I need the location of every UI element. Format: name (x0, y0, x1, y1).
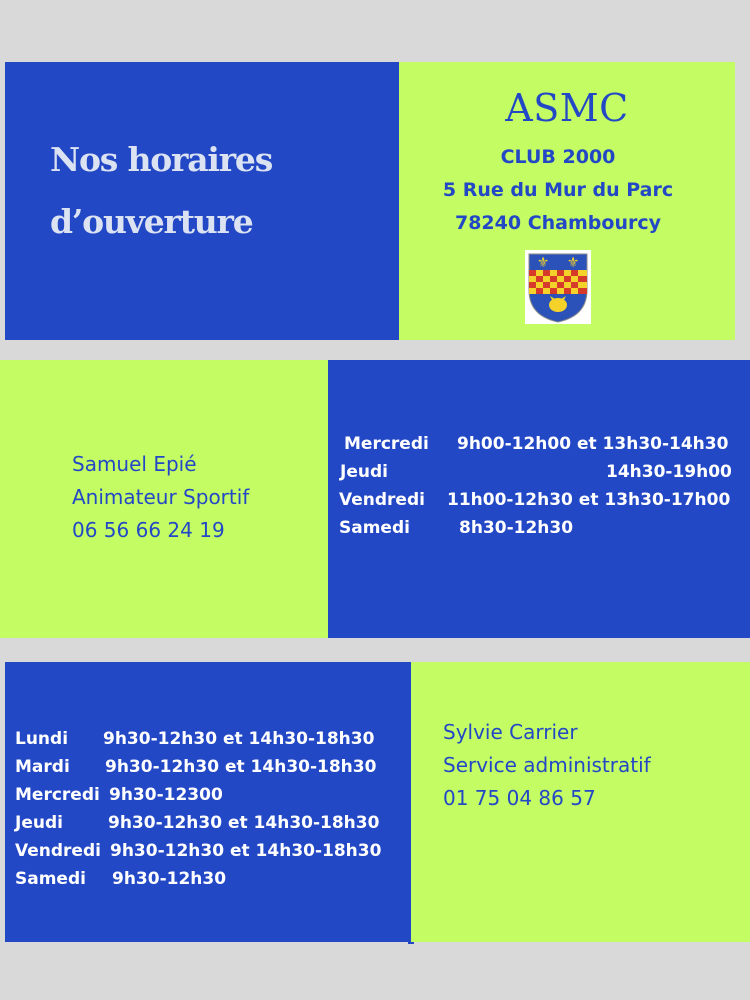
schedule-day: Jeudi (340, 462, 388, 482)
schedule-row (15, 841, 405, 863)
address-street: 5 Rue du Mur du Parc (442, 179, 674, 201)
title-panel (5, 62, 399, 340)
schedule-row (15, 757, 405, 779)
schedule-hours: 9h30-12h30 et 14h30-18h30 (108, 813, 380, 833)
schedule-day: Vendredi (15, 841, 101, 861)
schedule-panel-sport (328, 360, 750, 638)
schedule-row (344, 434, 744, 456)
schedule-row (15, 869, 405, 891)
page-title-line-2: d’ouverture (50, 202, 253, 241)
contact-role: Service administratif (443, 753, 651, 777)
schedule-hours: 14h30-19h00 (606, 462, 732, 482)
schedule-row (340, 462, 740, 484)
schedule-row (15, 813, 405, 835)
contact-name: Samuel Epié (72, 452, 197, 476)
contact-role: Animateur Sportif (72, 485, 250, 509)
schedule-day: Samedi (339, 518, 410, 538)
organization-panel (399, 62, 735, 340)
club-name: CLUB 2000 (500, 146, 616, 168)
contact-phone: 06 56 66 24 19 (72, 518, 225, 542)
svg-text:⚜: ⚜ (566, 255, 580, 271)
schedule-day: Mardi (15, 757, 70, 777)
organization-name: ASMC (505, 86, 629, 130)
coat-of-arms-icon (525, 250, 591, 324)
schedule-row (15, 785, 405, 807)
schedule-hours: 8h30-12h30 (459, 518, 574, 538)
schedule-hours: 9h30-12300 (109, 785, 223, 805)
schedule-row (339, 490, 739, 512)
contact-name: Sylvie Carrier (443, 720, 578, 744)
schedule-day: Jeudi (15, 813, 63, 833)
page-title-line-1: Nos horaires (50, 140, 273, 179)
contact-panel-samuel (0, 360, 328, 638)
schedule-hours: 9h30-12h30 et 14h30-18h30 (110, 841, 382, 861)
svg-text:⚜: ⚜ (536, 255, 550, 271)
schedule-day: Vendredi (339, 490, 425, 510)
schedule-row (339, 518, 739, 540)
schedule-row (15, 729, 405, 751)
schedule-day: Samedi (15, 869, 86, 889)
schedule-hours: 9h30-12h30 et 14h30-18h30 (105, 757, 377, 777)
schedule-day: Lundi (15, 729, 69, 749)
contact-panel-sylvie (411, 662, 750, 942)
schedule-hours: 9h30-12h30 et 14h30-18h30 (103, 729, 375, 749)
address-city: 78240 Chambourcy (454, 212, 661, 234)
schedule-day: Mercredi (344, 434, 429, 454)
schedule-day: Mercredi (15, 785, 100, 805)
schedule-hours: 11h00-12h30 et 13h30-17h00 (447, 490, 731, 510)
schedule-panel-admin (5, 662, 411, 942)
schedule-hours: 9h00-12h00 et 13h30-14h30 (457, 434, 729, 454)
schedule-hours: 9h30-12h30 (112, 869, 227, 889)
contact-phone: 01 75 04 86 57 (443, 786, 596, 810)
